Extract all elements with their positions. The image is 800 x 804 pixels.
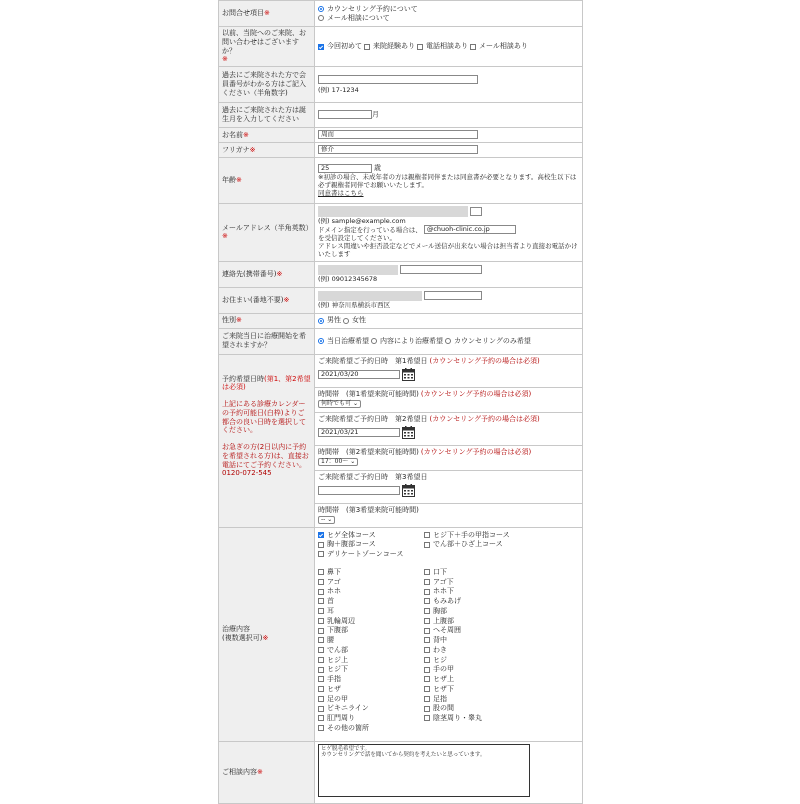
body-part-option-checkbox[interactable]	[424, 608, 430, 614]
reservation-phone: 0120-072-545	[222, 469, 272, 478]
body-part-option-checkbox[interactable]	[424, 598, 430, 604]
body-part-option-checkbox[interactable]	[424, 657, 430, 663]
course-option[interactable]	[424, 540, 530, 549]
body-part-option-checkbox[interactable]	[318, 598, 324, 604]
body-part-option-checkbox[interactable]	[424, 667, 430, 673]
body-part-option-label: 下腹部	[327, 626, 348, 635]
treatment-row	[219, 527, 583, 741]
treatment-label-sub: (複数選択可)	[222, 634, 263, 642]
body-part-option-checkbox[interactable]	[424, 579, 430, 585]
gender-option-label: 男性	[327, 316, 341, 325]
slot-3-time	[315, 504, 582, 527]
treatment-start-option-label: 当日治療希望	[327, 336, 369, 345]
prior-visit-label-cell	[219, 27, 315, 67]
body-part-option-checkbox[interactable]	[318, 696, 324, 702]
treatment-start-field	[315, 328, 583, 354]
email-domain-note-post: を受信設定してください。	[318, 234, 396, 243]
body-part-option[interactable]	[424, 704, 530, 713]
treatment-start-row	[219, 328, 583, 354]
address-label-cell	[219, 287, 315, 313]
age-input[interactable]: 25	[318, 164, 372, 173]
body-part-option[interactable]	[424, 587, 530, 596]
email-label: メールアドレス（半角英数）	[222, 223, 313, 232]
body-part-option-label: 口下	[433, 567, 447, 576]
body-part-option[interactable]	[318, 607, 424, 616]
body-part-option-label: 肛門周り	[327, 714, 355, 722]
treatment-start-option-label: カウンセリングのみ希望	[454, 336, 531, 345]
slot-1-time-note: (カウンセリング予約の場合は必須)	[420, 389, 532, 398]
body-part-option-checkbox[interactable]	[424, 706, 430, 712]
treatment-start-radio-depends[interactable]	[371, 338, 377, 344]
body-part-option-label: 腰	[327, 636, 334, 644]
slot-3-time-select[interactable]	[318, 516, 335, 524]
body-part-option[interactable]	[318, 714, 424, 723]
phone-redacted-area	[318, 265, 398, 275]
reservation-label: 予約希望日時	[222, 374, 264, 383]
body-part-option-label: 背中	[433, 636, 447, 644]
slot-2-date-input[interactable]: 2021/03/21	[318, 428, 400, 437]
body-part-option[interactable]	[424, 617, 530, 626]
consult-textarea[interactable]: ヒゲ脱毛希望です。 カウンセリングで話を聞いてから契約を考えたいと思っています。	[318, 744, 530, 797]
age-label-cell	[219, 158, 315, 204]
name-row	[219, 128, 583, 143]
furigana-label: フリガナ	[222, 145, 250, 154]
email-row	[219, 204, 583, 262]
body-part-option-label: ヒザ	[327, 684, 341, 693]
consult-row	[219, 741, 583, 803]
address-redacted-area	[318, 291, 422, 301]
slot-1-date-label: ご来院希望ご予約日時 第1希望日	[318, 356, 428, 365]
email-redacted-area	[318, 206, 468, 217]
prior-visit-option-label: 電話相談あり	[426, 42, 468, 51]
birth-month-label: 過去にご来院された方は誕生月を入力してください	[219, 103, 315, 128]
reservation-row	[219, 354, 583, 527]
address-field	[315, 287, 583, 313]
body-part-option-checkbox[interactable]	[318, 608, 324, 614]
slot-2-time-value: 17：00～	[321, 458, 349, 466]
required-mark: ※	[222, 55, 228, 64]
body-part-option[interactable]	[318, 675, 424, 684]
slot-2-time-note: (カウンセリング予約の場合は必須)	[420, 447, 532, 456]
member-no-input[interactable]	[318, 75, 478, 84]
email-input[interactable]	[470, 207, 482, 216]
inquiry-option-label: カウンセリング予約について	[327, 4, 418, 13]
prior-visit-label: 以前、当院へのご来院、お問い合わせはございますか？	[222, 29, 306, 55]
body-part-option[interactable]	[424, 685, 530, 694]
age-label: 年齢	[222, 176, 236, 185]
age-row	[219, 158, 583, 204]
name-label: お名前	[222, 130, 243, 139]
course-option[interactable]	[318, 550, 424, 559]
gender-row	[219, 313, 583, 328]
body-part-option-checkbox[interactable]	[318, 637, 324, 643]
phone-label: 連絡先(携帯番号)	[222, 269, 277, 278]
email-domain-note	[318, 225, 579, 242]
slot-3-date	[315, 471, 582, 504]
member-no-label: 過去にご来院された方で会員番号がわかる方はご記入ください（半角数字)	[219, 67, 315, 103]
prior-visit-option-label: 今回初めて	[327, 42, 362, 51]
body-part-option-checkbox[interactable]	[318, 725, 324, 731]
body-part-option-checkbox[interactable]	[318, 667, 324, 673]
required-mark: ※	[249, 145, 256, 154]
course-option-label: 胸＋腹部コース	[327, 540, 376, 549]
treatment-field	[315, 527, 583, 741]
body-part-option-checkbox[interactable]	[424, 715, 430, 721]
body-part-option-checkbox[interactable]	[424, 628, 430, 634]
body-part-option-checkbox[interactable]	[424, 696, 430, 702]
course-option[interactable]	[318, 531, 424, 540]
prior-visit-field	[315, 27, 583, 67]
reservation-calendar-note: 上記にある診療カレンダーの予約可能日(白枠)よりご都合の良い日時を選択してください。	[222, 400, 306, 435]
slot-1-time-label: 時間帯 (第1希望来院可能時間)	[318, 389, 419, 398]
body-part-option-label: 首	[327, 597, 334, 605]
slot-2-time	[315, 446, 582, 471]
slot-2-calendar-icon[interactable]	[402, 426, 415, 439]
course-option-label: でん部＋ひざ上コース	[433, 540, 503, 549]
body-part-option[interactable]	[424, 714, 530, 723]
phone-label-cell	[219, 261, 315, 287]
body-part-option[interactable]	[318, 626, 424, 635]
body-part-option-checkbox[interactable]	[318, 686, 324, 692]
gender-label: 性別	[222, 316, 236, 325]
required-mark: ※	[264, 9, 270, 18]
body-part-option-checkbox[interactable]	[318, 715, 324, 721]
phone-field	[315, 261, 583, 287]
slot-1-time	[315, 388, 582, 413]
body-part-option-label: 鼻下	[327, 567, 341, 576]
body-part-option-checkbox[interactable]	[318, 676, 324, 682]
body-part-option-label: 手の甲	[433, 665, 454, 674]
slot-2-date-note: (カウンセリング予約の場合は必須)	[429, 414, 540, 423]
consult-label-cell	[219, 741, 315, 803]
slot-1-time-select[interactable]	[318, 400, 361, 408]
gender-field	[315, 313, 583, 328]
slot-3-time-value: --	[321, 516, 326, 524]
body-part-option-checkbox[interactable]	[424, 647, 430, 653]
body-part-option-label: わき	[433, 645, 447, 654]
treatment-label: 治療内容	[222, 625, 250, 634]
slot-2-time-label: 時間帯 (第2希望来院可能時間)	[318, 447, 419, 456]
body-part-option[interactable]	[424, 675, 530, 684]
slot-2-date	[315, 413, 582, 446]
address-input[interactable]	[424, 291, 482, 300]
course-option-label: ヒジ下＋手の甲指コース	[433, 530, 510, 539]
body-part-option-checkbox[interactable]	[318, 569, 324, 575]
body-part-option-label: 胸部	[433, 606, 447, 615]
body-part-option[interactable]	[318, 578, 424, 587]
reservation-field	[315, 354, 583, 527]
required-mark: ※	[262, 634, 269, 642]
body-part-option-label: 足の甲	[327, 694, 348, 703]
consult-field	[315, 741, 583, 803]
body-part-option-checkbox[interactable]	[424, 637, 430, 643]
phone-example: (例) 09012345678	[318, 274, 378, 283]
body-part-option[interactable]	[318, 646, 424, 655]
treatment-start-label: ご来院当日に治療開始を希望されますか？	[219, 328, 315, 354]
body-part-option-label: 陰茎周り・睾丸	[433, 714, 482, 722]
gender-option-label: 女性	[352, 316, 366, 325]
body-part-option[interactable]	[424, 646, 530, 655]
body-part-option[interactable]	[424, 597, 530, 606]
body-part-option-checkbox[interactable]	[318, 706, 324, 712]
body-part-option[interactable]	[318, 685, 424, 694]
course-option-label: ヒゲ全体コース	[327, 530, 376, 539]
reservation-form	[218, 0, 583, 804]
chevron-down-icon: ⌄	[352, 400, 358, 408]
phone-input[interactable]	[400, 265, 482, 274]
required-mark: ※	[276, 269, 283, 278]
email-field	[315, 204, 583, 262]
birth-month-input[interactable]	[318, 110, 372, 119]
slot-1-date-input[interactable]: 2021/03/20	[318, 370, 400, 379]
body-part-option-label: ヒザ上	[433, 675, 454, 683]
body-part-option[interactable]	[424, 695, 530, 704]
body-part-option[interactable]	[318, 695, 424, 704]
chevron-down-icon: ⌄	[327, 516, 333, 524]
address-label: お住まい(番地不要)	[222, 295, 284, 304]
chevron-down-icon: ⌄	[350, 458, 356, 466]
slot-3-time-label: 時間帯 (第3希望来院可能時間)	[318, 505, 419, 514]
body-part-option-checkbox[interactable]	[318, 657, 324, 663]
prior-visit-row	[219, 27, 583, 67]
gender-radio-female[interactable]	[343, 318, 349, 324]
furigana-label-cell	[219, 143, 315, 158]
birth-month-suffix: 月	[372, 110, 379, 119]
birth-month-row	[219, 103, 583, 128]
required-mark: ※	[243, 130, 249, 139]
body-part-option-label: もみあげ	[433, 597, 461, 605]
body-part-option[interactable]	[424, 607, 530, 616]
prior-visit-option-label: 来院経験あり	[373, 42, 415, 51]
body-part-option-label: ホホ	[327, 587, 341, 596]
age-field	[315, 158, 583, 204]
email-domain-note-pre: ドメイン指定を行っている場合は、	[318, 225, 422, 234]
inquiry-radio-counseling[interactable]	[318, 6, 324, 12]
body-part-option-label: へそ周囲	[433, 626, 461, 635]
prior-visit-option-label: メール相談あり	[479, 42, 528, 51]
furigana-input[interactable]: 修介	[318, 145, 478, 154]
body-part-option[interactable]	[424, 636, 530, 645]
inquiry-option-counseling[interactable]	[318, 5, 579, 14]
course-option-checkbox[interactable]	[424, 542, 430, 548]
required-mark: ※	[222, 232, 228, 241]
email-example: (例) sample@example.com	[318, 217, 406, 225]
body-part-option-label: ビキニライン	[327, 704, 369, 713]
age-suffix: 歳	[374, 163, 381, 172]
body-part-option[interactable]	[318, 597, 424, 606]
slot-2-date-label: ご来院希望ご予約日時 第2希望日	[318, 414, 428, 423]
slot-3-date-label: ご来院希望ご予約日時 第3希望日	[318, 472, 428, 481]
body-part-option[interactable]	[318, 704, 424, 713]
body-part-option-label: ヒザ下	[433, 684, 454, 693]
treatment-label-cell	[219, 527, 315, 741]
body-part-option-label: 股の間	[433, 704, 454, 713]
body-part-option-label: でん部	[327, 645, 348, 654]
body-part-option-checkbox[interactable]	[424, 676, 430, 682]
body-part-option-checkbox[interactable]	[318, 628, 324, 634]
member-no-field	[315, 67, 583, 103]
prior-visit-checkbox-mail[interactable]	[470, 44, 476, 50]
body-part-option-checkbox[interactable]	[318, 618, 324, 624]
treatment-start-option-label: 内容により治療希望	[380, 336, 443, 345]
body-part-option-checkbox[interactable]	[318, 589, 324, 595]
slot-1-date	[315, 355, 582, 388]
body-part-list	[318, 568, 579, 733]
slot-1-date-note: (カウンセリング予約の場合は必須)	[429, 356, 540, 365]
body-part-option[interactable]	[424, 568, 530, 577]
course-option[interactable]	[318, 540, 424, 549]
body-part-option[interactable]	[318, 636, 424, 645]
body-part-option[interactable]	[424, 578, 530, 587]
body-part-option-label: 手指	[327, 675, 341, 683]
inquiry-field	[315, 1, 583, 27]
body-part-option-label: ヒジ下	[327, 665, 348, 674]
prior-visit-checkbox-visited[interactable]	[364, 44, 370, 50]
body-part-option[interactable]	[424, 665, 530, 674]
slot-3-calendar-icon[interactable]	[402, 484, 415, 497]
body-part-option-label: その他の箇所	[327, 723, 369, 732]
body-part-option-label: 足指	[433, 694, 447, 703]
course-option-checkbox[interactable]	[318, 532, 324, 538]
body-part-option-label: ヒジ上	[327, 655, 348, 664]
inquiry-row	[219, 1, 583, 27]
email-label-cell	[219, 204, 315, 262]
slot-2-time-select[interactable]	[318, 458, 358, 466]
body-part-option[interactable]	[318, 587, 424, 596]
course-option[interactable]	[424, 531, 530, 540]
email-domain-display: @chuoh-clinic.co.jp	[424, 225, 516, 234]
body-part-option[interactable]	[318, 656, 424, 665]
course-option-checkbox[interactable]	[424, 532, 430, 538]
body-part-option-checkbox[interactable]	[424, 686, 430, 692]
treatment-start-radio-counseling-only[interactable]	[445, 338, 451, 344]
slot-1-calendar-icon[interactable]	[402, 368, 415, 381]
body-part-option[interactable]	[424, 626, 530, 635]
required-mark: ※	[283, 295, 290, 304]
phone-row	[219, 261, 583, 287]
body-part-option-checkbox[interactable]	[318, 647, 324, 653]
treatment-start-radio-same-day[interactable]	[318, 338, 324, 344]
course-option-checkbox[interactable]	[318, 551, 324, 557]
address-example: (例) 神奈川県横浜市西区	[318, 300, 391, 309]
member-no-row	[219, 67, 583, 103]
body-part-option-label: アゴ	[327, 577, 341, 586]
inquiry-option-label: メール相談について	[327, 13, 390, 22]
inquiry-label-cell	[219, 1, 315, 27]
gender-radio-male[interactable]	[318, 318, 324, 324]
inquiry-radio-mail[interactable]	[318, 15, 324, 21]
body-part-option-checkbox[interactable]	[424, 589, 430, 595]
course-option-label: デリケートゾーンコース	[327, 550, 404, 558]
body-part-option-label: 乳輪周辺	[327, 616, 355, 625]
body-part-option-label: 耳	[327, 606, 334, 615]
reservation-label-paren: (第1、第2希望は必須)	[222, 374, 311, 392]
required-mark: ※	[236, 176, 242, 185]
body-part-option[interactable]	[318, 568, 424, 577]
reservation-urgent-note: お急ぎの方(2日以内に予約を希望される方)は、直接お電話にてご予約ください。	[222, 443, 309, 469]
body-part-option[interactable]	[318, 617, 424, 626]
body-part-option-checkbox[interactable]	[424, 569, 430, 575]
email-spam-note: アドレス間違いや拒否設定などでメール送信が出来ない場合は担当者より直接お電話かけいたします	[318, 242, 578, 259]
member-no-example: (例) 17-1234	[318, 86, 359, 95]
consult-label: ご相談内容	[222, 767, 257, 776]
name-input[interactable]: 周而	[318, 130, 478, 139]
gender-label-cell	[219, 313, 315, 328]
body-part-option[interactable]	[318, 665, 424, 674]
body-part-option-label: ホホ下	[433, 587, 454, 596]
prior-visit-checkbox-phone[interactable]	[417, 44, 423, 50]
body-part-option[interactable]	[318, 724, 424, 733]
body-part-option-label: アゴ下	[433, 577, 454, 586]
required-mark: ※	[257, 767, 263, 776]
furigana-field	[315, 143, 583, 158]
required-mark: ※	[236, 316, 242, 325]
name-label-cell	[219, 128, 315, 143]
age-note: ※初診の場合、未成年者の方は親権者同伴または同意書が必要となります。高校生以下は必ず親権者同伴でお願いいたします。	[318, 172, 577, 189]
consent-form-link[interactable]: 同意書はこちら	[318, 189, 364, 198]
body-part-option-checkbox[interactable]	[424, 618, 430, 624]
body-part-option-label: 上腹部	[433, 616, 454, 625]
slot-3-date-input[interactable]	[318, 486, 400, 495]
reservation-label-cell	[219, 354, 315, 527]
inquiry-label: お問合せ項目	[222, 9, 264, 18]
slot-1-time-value: 何時でも可	[321, 400, 352, 408]
name-field	[315, 128, 583, 143]
body-part-option-checkbox[interactable]	[318, 579, 324, 585]
address-row	[219, 287, 583, 313]
body-part-option[interactable]	[424, 656, 530, 665]
prior-visit-checkbox-first[interactable]	[318, 44, 324, 50]
course-option-checkbox[interactable]	[318, 542, 324, 548]
inquiry-option-mail[interactable]	[318, 14, 579, 23]
course-list	[318, 531, 579, 559]
body-part-option-label: ヒジ	[433, 655, 447, 664]
furigana-row	[219, 143, 583, 158]
birth-month-field	[315, 103, 583, 128]
